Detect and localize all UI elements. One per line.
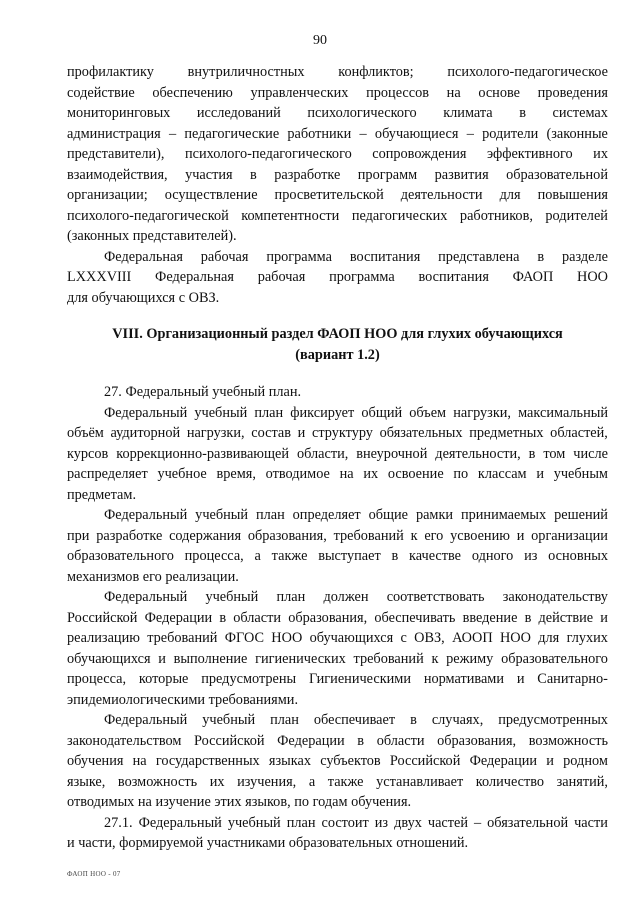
word: представлена [438, 248, 520, 265]
word: в [250, 166, 257, 183]
word: из [374, 814, 389, 831]
paragraph-block-1 [67, 62, 608, 247]
text-line [67, 444, 608, 465]
word: содействие [67, 84, 135, 101]
word: рабочая [200, 248, 249, 265]
word: области, [296, 445, 349, 462]
line-text: для обучающихся с ОВЗ. [67, 289, 220, 306]
word: при [67, 527, 90, 544]
word: работников, [459, 207, 533, 224]
word: разработке [274, 166, 341, 183]
word: процесса, [67, 671, 127, 687]
word: повышения [537, 187, 608, 203]
text-line [67, 690, 608, 711]
word: рамки [415, 507, 454, 523]
line-text: 27. Федеральный учебный план. [104, 384, 302, 400]
word: образования, [247, 527, 327, 544]
text-line [67, 792, 608, 813]
word: в [391, 548, 399, 564]
word: внутриличностных [187, 64, 305, 80]
word: субъектов [320, 753, 381, 769]
word: курсов [67, 445, 109, 462]
word: и [536, 466, 544, 482]
word: выполнение [173, 650, 248, 667]
word: их [209, 773, 225, 790]
document-body [67, 62, 608, 854]
word: LXXXVIII [67, 269, 132, 285]
text-line [67, 505, 608, 526]
text-line [67, 731, 608, 752]
word: возможность [528, 732, 608, 749]
text-line [67, 587, 608, 608]
word: по [453, 466, 469, 482]
word: администрация [67, 125, 161, 142]
text-line [67, 247, 608, 268]
word: законодательством [67, 732, 182, 749]
word: организации [531, 527, 608, 544]
section-heading-line-1: VIII. Организационный раздел ФАОП НОО для глухих обучающихся [112, 326, 563, 342]
word: – [169, 125, 177, 142]
word: обеспечивать [374, 609, 456, 626]
word: Российской [67, 609, 138, 626]
word: для [499, 187, 521, 203]
word: и [297, 425, 306, 441]
word: обеспечению [152, 84, 233, 101]
word: в [219, 609, 227, 626]
word: план [254, 404, 284, 421]
word: профилактику [67, 64, 154, 80]
word: реализацию [67, 630, 140, 646]
word: учебный [202, 712, 256, 728]
word: классам [477, 466, 527, 482]
word: участия [185, 166, 233, 183]
word: Федеральный [104, 712, 188, 728]
section-heading [67, 324, 608, 366]
word: и [516, 671, 525, 687]
page-number: 90 [313, 33, 327, 48]
word: в [410, 712, 417, 728]
text-line [67, 206, 608, 227]
word: структуру [312, 425, 373, 441]
text-line [67, 567, 608, 588]
word: области [376, 732, 425, 749]
word: системах [552, 105, 608, 121]
word: освоение [387, 466, 444, 482]
word: предусмотрены [201, 671, 297, 687]
word: образования, [437, 732, 517, 749]
line-text: предметам. [67, 486, 137, 503]
word: план [255, 507, 285, 523]
word: действие [538, 609, 594, 626]
text-line [67, 649, 608, 670]
word: внеурочной [356, 445, 428, 462]
word: образовательного [67, 548, 174, 564]
word: их [593, 146, 608, 162]
text-line [67, 423, 608, 444]
word: государственных [155, 753, 260, 769]
word: усвоению [450, 527, 510, 544]
word: ФАОП [512, 269, 554, 285]
word: компетентности [241, 207, 340, 224]
word: Федерации [469, 753, 538, 769]
word: разделе [562, 248, 608, 265]
word: объём [67, 425, 104, 441]
word: на [132, 753, 147, 769]
word: на [339, 466, 354, 482]
word: предусмотренных [498, 712, 608, 728]
word: нормативами [423, 671, 504, 687]
word: в [524, 609, 532, 626]
word: родном [563, 753, 608, 769]
word: воспитания [418, 269, 489, 285]
word: Федеральный [104, 404, 188, 421]
text-line [67, 833, 608, 854]
word: основе [478, 84, 520, 101]
word: план [270, 712, 299, 728]
word: обязательной [487, 814, 569, 831]
word: содержания [169, 527, 242, 544]
word: которые [138, 671, 189, 687]
word: рабочая [257, 269, 306, 285]
word: коррекционно-развивающей [116, 445, 289, 462]
word: числе [573, 445, 608, 462]
word: программа [329, 269, 395, 285]
word: на [446, 84, 461, 101]
text-line [67, 546, 608, 567]
word: проведения [537, 84, 608, 101]
word: а [308, 773, 316, 790]
word: нагрузки, [453, 404, 511, 421]
word: психолого-педагогическое [447, 64, 608, 80]
text-line [67, 288, 608, 309]
word: изучения, [237, 773, 297, 790]
word: педагогических [351, 207, 448, 224]
word: Федеральный [104, 589, 188, 605]
text-line [67, 165, 608, 186]
word: к [410, 527, 418, 544]
word: НОО [271, 630, 303, 646]
word: аудиторной [110, 425, 181, 441]
word: обучения [67, 753, 124, 769]
word: в [519, 105, 526, 121]
line-text: отводимых на изучение этих языков, по годам обучения. [67, 794, 412, 810]
word: управленческих [250, 84, 349, 101]
word: время, [216, 466, 256, 482]
word: с [400, 630, 407, 646]
word: общие [368, 507, 409, 523]
word: психолого-педагогического [184, 146, 352, 162]
word: отводимое [265, 466, 330, 482]
word: одного [471, 548, 514, 564]
word: программа [266, 248, 332, 265]
word: образования, [288, 609, 368, 626]
word: Санитарно- [537, 671, 608, 687]
word: воспитания [349, 248, 421, 265]
word: сопровождения [372, 146, 467, 162]
word: представители), [67, 146, 165, 162]
word: предметных [469, 425, 544, 441]
word: и [600, 609, 608, 626]
text-line [67, 813, 608, 834]
word: работники [287, 125, 352, 142]
word: областей, [550, 425, 608, 441]
word: разработке [96, 527, 163, 544]
word: учебный [195, 507, 249, 523]
word: ФГОС [224, 630, 264, 646]
word: области [233, 609, 282, 626]
word: осуществление [164, 187, 258, 203]
word: процессов [366, 84, 430, 101]
word: эффективного [486, 146, 573, 162]
word: Федеральный [104, 507, 188, 523]
line-text: (законных представителей). [67, 228, 237, 244]
word: процесса, [184, 548, 244, 564]
word: Гигиеническими [308, 671, 412, 687]
line-text: и части, формируемой участниками образовательных отношений. [67, 835, 469, 851]
word: просветительской [274, 187, 384, 203]
word: а [254, 548, 261, 564]
text-line [67, 608, 608, 629]
word: мониторинговых [67, 105, 171, 121]
word: Федерации [277, 732, 345, 749]
word: и [546, 753, 554, 769]
word: (законные [546, 125, 608, 142]
word: частей [427, 814, 469, 831]
text-line [67, 403, 608, 424]
word: двух [394, 814, 422, 831]
text-line [67, 267, 608, 288]
word: психолого-педагогической [67, 207, 229, 224]
word: и [516, 527, 525, 544]
word: фиксирует [290, 404, 355, 421]
word: их [363, 466, 379, 482]
text-line [67, 185, 608, 206]
text-line [67, 751, 608, 772]
word: его [424, 527, 444, 544]
word: решений [554, 507, 608, 523]
word: учебный [194, 404, 248, 421]
word: гигиенических [255, 650, 346, 667]
word: общий [361, 404, 403, 421]
word: состоит [321, 814, 369, 831]
word: климата [443, 105, 493, 121]
text-line [67, 226, 608, 247]
word: введение [462, 609, 518, 626]
word: учебное [157, 466, 207, 482]
word: глухих [566, 630, 608, 646]
word: программ [357, 166, 418, 183]
word: ОВЗ, [414, 630, 445, 646]
text-line [67, 83, 608, 104]
word: обеспечивает [313, 712, 396, 728]
word: также [327, 773, 364, 790]
word: деятельности [400, 187, 483, 203]
word: организации; [67, 187, 148, 203]
word: количество [475, 773, 545, 790]
word: объем [409, 404, 447, 421]
text-line [67, 628, 608, 649]
text-line [67, 62, 608, 83]
word: распределяет [67, 466, 148, 482]
text-line [67, 526, 608, 547]
word: учебный [227, 814, 281, 831]
word: родителей [545, 207, 608, 224]
word: обучающихся [309, 630, 394, 646]
text-line [67, 382, 608, 403]
word: принимаемых [460, 507, 547, 523]
word: учебным [553, 466, 608, 482]
word: определяет [292, 507, 361, 523]
paragraph-block-3 [67, 382, 608, 854]
word: том [543, 445, 566, 462]
word: взаимодействия, [67, 166, 168, 183]
word: и [158, 650, 166, 667]
word: Российской [194, 732, 265, 749]
word: в [537, 248, 545, 265]
word: обучающиеся [374, 125, 459, 142]
word: исследований [196, 105, 281, 121]
word: развития [434, 166, 489, 183]
word: нагрузки, [186, 425, 245, 441]
word: законодательству [502, 589, 608, 605]
section-heading-line-2: (вариант 1.2) [295, 347, 380, 363]
word: 27.1. [104, 814, 133, 831]
text-line [67, 103, 608, 124]
word: Федерации [144, 609, 213, 626]
word: состав [251, 425, 291, 441]
word: максимальный [518, 404, 608, 421]
word: языке, [67, 773, 106, 790]
word: в [528, 445, 536, 462]
word: требований [147, 630, 218, 646]
word: выступает [318, 548, 381, 564]
word: Федеральная [155, 269, 234, 285]
text-line [67, 144, 608, 165]
word: образовательного [501, 650, 608, 667]
word: в [357, 732, 365, 749]
text-line [67, 669, 608, 690]
word: Российской [389, 753, 461, 769]
line-text: механизмов его реализации. [67, 568, 239, 585]
word: педагогические [184, 125, 280, 142]
word: план [286, 814, 316, 831]
word: части [574, 814, 608, 831]
word: конфликтов; [338, 64, 414, 80]
word: также [271, 548, 308, 564]
word: – [474, 814, 482, 831]
word: качестве [409, 548, 462, 564]
word: возможность [117, 773, 198, 790]
text-line [67, 464, 608, 485]
text-line [67, 485, 608, 506]
word: Федеральный [138, 814, 222, 831]
word: АООП [452, 630, 493, 646]
text-line [67, 124, 608, 145]
line-text: эпидемиологическими требованиями. [67, 691, 299, 708]
word: устанавливает [376, 773, 464, 790]
word: НОО [499, 630, 531, 646]
text-line [67, 772, 608, 793]
footer-mark: ФАОП НОО - 07 [67, 870, 121, 878]
word: – [359, 125, 367, 142]
word: обучающихся [67, 650, 151, 667]
word: для [538, 630, 560, 646]
word: языках [268, 753, 311, 769]
word: из [524, 548, 538, 564]
word: основных [548, 548, 608, 564]
word: к [431, 650, 439, 667]
paragraph-block-2 [67, 247, 608, 309]
text-line [67, 710, 608, 731]
word: план [276, 589, 306, 605]
word: НОО [577, 269, 608, 285]
word: Федеральная [104, 248, 183, 265]
word: занятий, [556, 773, 608, 790]
word: режиму [446, 650, 494, 667]
word: родители [482, 125, 539, 142]
word: деятельности, [435, 445, 521, 462]
word: случаях, [431, 712, 484, 728]
word: соответствовать [386, 589, 485, 605]
word: должен [323, 589, 369, 605]
word: учебный [205, 589, 259, 605]
word: – [466, 125, 474, 142]
word: обязательных [379, 425, 463, 441]
word: требований [353, 650, 424, 667]
word: требований [333, 527, 404, 544]
word: образовательной [506, 166, 608, 183]
word: психологического [307, 105, 417, 121]
